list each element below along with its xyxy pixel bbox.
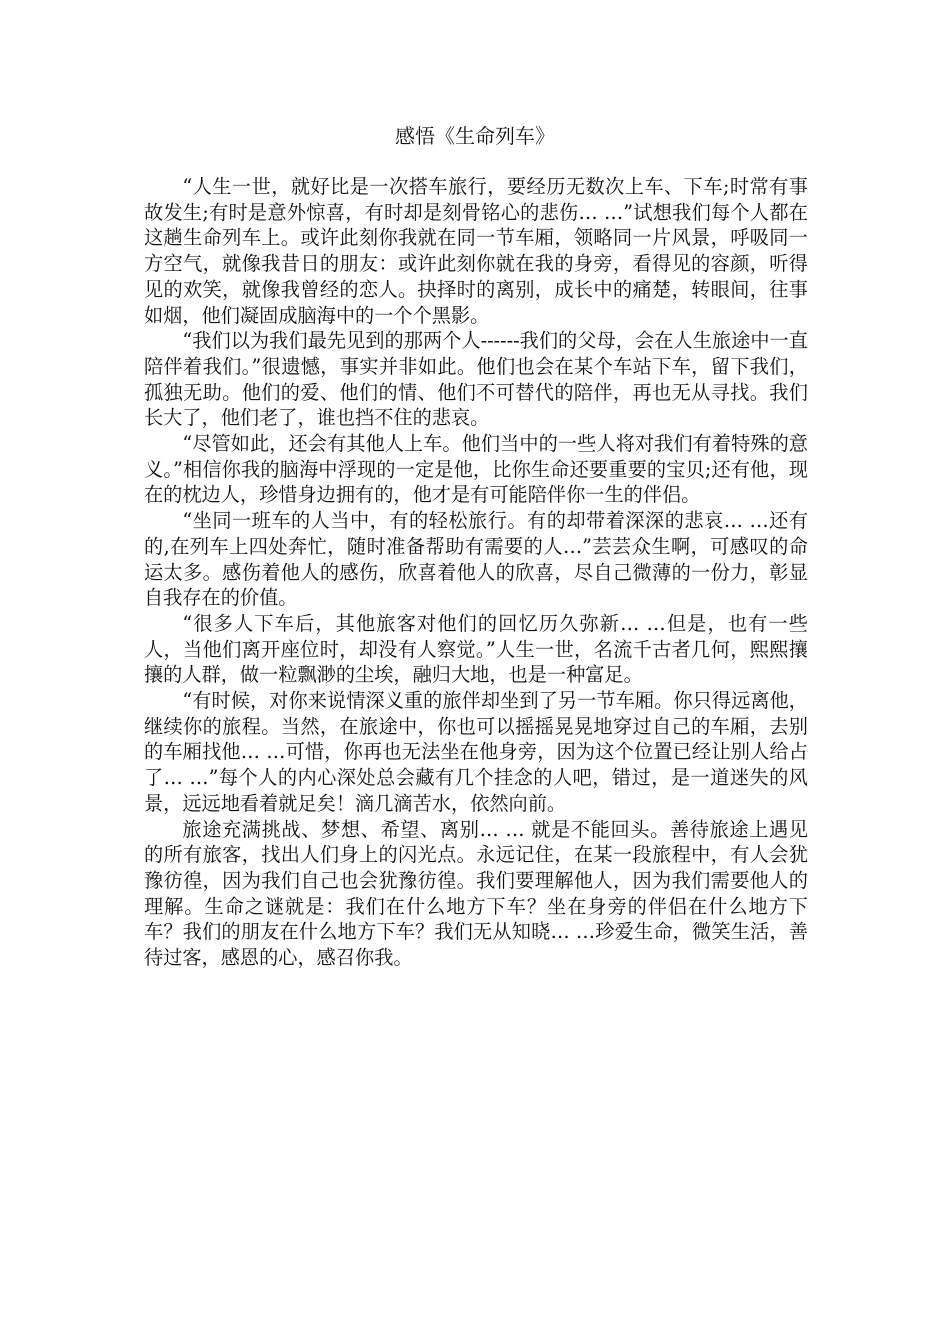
document-body <box>144 174 808 971</box>
paragraph-6: “有时候，对你来说情深义重的旅伴却坐到了另一节车厢。你只得远离他，继续你的旅程。当然，在旅途中，你也可以摇摇晃晃地穿过自己的车厢，去别的车厢找他… …可惜，你再也无法坐在他身旁，因为这个位置已经让别人给占了… …”每个人的内心深处总会藏有几个挂念的人吧，错过，是一道迷失的风景，远远地看着就足矣！滴几滴苦水，依然向前。 <box>144 689 808 815</box>
paragraph-2: “我们以为我们最先见到的那两个人------我们的父母，会在人生旅途中一直陪伴着我们。”很遗憾，事实并非如此。他们也会在某个车站下车，留下我们，孤独无助。他们的爱、他们的情、他们不可替代的陪伴，再也无从寻找。我们长大了，他们老了，谁也挡不住的悲哀。 <box>144 329 808 430</box>
paragraph-5: “很多人下车后，其他旅客对他们的回忆历久弥新… …但是，也有一些人，当他们离开座位时，却没有人察觉。”人生一世，名流千古者几何，熙熙攘攘的人群，做一粒飘渺的尘埃，融归大地，也是一种富足。 <box>144 611 808 687</box>
document-title: 感悟《生命列车》 <box>395 124 555 148</box>
paragraph-7: 旅途充满挑战、梦想、希望、离别… … 就是不能回头。善待旅途上遇见的所有旅客，找出人们身上的闪光点。永远记住，在某一段旅程中，有人会犹豫彷徨，因为我们自己也会犹豫彷徨。我们要理解他人，因为我们需要他人的理解。生命之谜就是：我们在什么地方下车？坐在身旁的伴侣在什么地方下车？我们的朋友在什么地方下车？我们无从知晓… …珍爱生命，微笑生活，善待过客，感恩的心，感召你我。 <box>144 817 808 970</box>
paragraph-3: “尽管如此，还会有其他人上车。他们当中的一些人将对我们有着特殊的意义。”相信你我的脑海中浮现的一定是他，比你生命还要重要的宝贝;还有他，现在的枕边人，珍惜身边拥有的，他才是有可能陪伴你一生的伴侣。 <box>144 432 808 507</box>
paragraph-1: “人生一世，就好比是一次搭车旅行，要经历无数次上车、下车;时常有事故发生;有时是意外惊喜，有时却是刻骨铭心的悲伤… …”试想我们每个人都在这趟生命列车上。或许此刻你我就在同一节车厢，领略同一片风景，呼吸同一方空气，就像我昔日的朋友：或许此刻你就在我的身旁，看得见的容颜，听得见的欢笑，就像我曾经的恋人。抉择时的离别，成长中的痛楚，转眼间，往事如烟，他们凝固成脑海中的一个个黑影。 <box>144 175 808 327</box>
paragraph-4: “坐同一班车的人当中，有的轻松旅行。有的却带着深深的悲哀… …还有的,在列车上四处奔忙，随时准备帮助有需要的人…”芸芸众生啊，可感叹的命运太多。感伤着他人的感伤，欣喜着他人的欣喜，尽自己微薄的一份力，彰显自我存在的价值。 <box>144 509 808 610</box>
